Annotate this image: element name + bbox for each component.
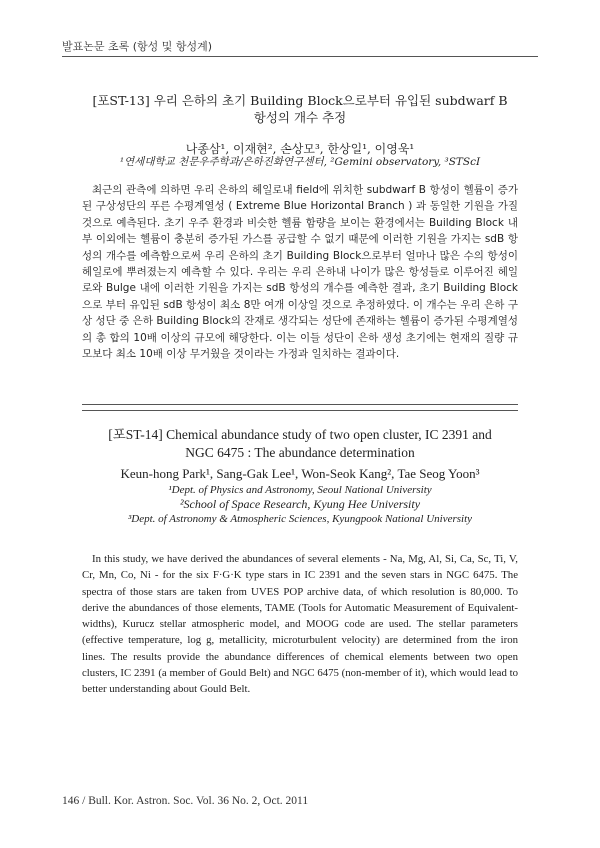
paper2-title-line2: NGC 6475 : The abundance determination — [185, 445, 415, 460]
running-header: 발표논문 초록 (항성 및 항성계) — [62, 40, 213, 53]
paper2-title — [82, 426, 518, 462]
paper2-affiliation-1: ¹Dept. of Physics and Astronomy, Seoul National University — [168, 484, 432, 496]
paper1-abstract-text: 최근의 관측에 의하면 우리 은하의 헤일로내 field에 위치한 subdwarf B 항성이 헬륨이 증가된 구상성단의 푸른 수평계열성 ( Extreme Blue Horizontal Branch ) 과 동일한 기원을 가질 것으로 예측된다. 초기 우주 환경과 비슷한 헬륨 함량을 보이는 환경에서는 Building Block 내부 이외에는 헬륨이 충분히 증가된 가스를 공급할 수 없기 때문에 이러한 기원을 가지는 sdB 항성의 개수를 예측함으로써 우리 은하의 초기 Building Block으로부터 얼마나 많은 수의 항성이 헤일로에 뿌려졌는지 예측할 수 있다. 우리는 우리 은하내 나이가 많은 항성들로 이루어진 헤일로와 Bulge 내에 이러한 기원을 가지는 sdB 항성의 개수를 예측한 결과, 초기 Building Block으로 부터 유입된 sdB 항성이 최소 8만 여개 이상일 것으로 추정하였다. 이 개수는 우리 은하 구상 성단 중 은하 Building Block의 잔재로 생각되는 성단에 존재하는 헬륨이 증가된 수평계열성의 총 합의 10배 이상의 규모에 해당한다. 이는 이들 성단이 은하 생성 초기에는 현재의 질량 규모보다 최소 10배 이상 무거웠을 것이라는 가정과 일치하는 결과이다. — [82, 184, 518, 361]
paper2-abstract-text: In this study, we have derived the abundances of several elements - Na, Mg, Al, Si, Ca, Sc, Ti, V, Cr, Mn, Co, Ni - for the six F·G·K type stars in IC 2391 and the seven stars in NGC 6475. The spectra of those stars are taken from UVES POP archive data, of which resolution is 80,000. To derive the abundances of those elements, TAME (Tools for Automatic Measurement of Equivalent-widths), Kurucz stellar atmospheric model, and MOOG code are used. The stellar parameters (effective temperature, log g, metallicity, microturbulent velocity) are determined from the iron lines. The results provide the abundance differences of chemical elements between two open clusters, IC 2391 (a member of Gould Belt) and NGC 6475 (non-member of it), which would lead to better understanding about Gould Belt. — [82, 553, 518, 696]
section-rule-top — [82, 404, 518, 405]
paper1-title-line1: [포ST-13] 우리 은하의 초기 Building Block으로부터 유입된 subdwarf B — [92, 93, 508, 108]
page-footer: 146 / Bull. Kor. Astron. Soc. Vol. 36 No. 2, Oct. 2011 — [62, 795, 309, 807]
paper1-title-line2: 항성의 개수 추정 — [253, 110, 347, 125]
paper2-affiliation-3: ³Dept. of Astronomy & Atmospheric Sciences, Kyungpook National University — [127, 513, 473, 525]
paper2-authors: Keun-hong Park¹, Sang-Gak Lee¹, Won-Seok Kang², Tae Seog Yoon³ — [120, 466, 480, 481]
paper2-title-line1: [포ST-14] Chemical abundance study of two open cluster, IC 2391 and — [108, 427, 492, 442]
header-rule — [62, 56, 538, 57]
paper2-affiliation-2: ²School of Space Research, Kyung Hee University — [179, 497, 421, 511]
paper1-affiliations: ¹연세대학교 천문우주학과/은하진화연구센터, ²Gemini observatory, ³STScI — [119, 156, 481, 168]
paper1-abstract — [82, 182, 518, 362]
section-rule-bottom — [82, 410, 518, 411]
paper1-title — [82, 92, 518, 126]
paper1-authors: 나종삼¹, 이재현², 손상모³, 한상일¹, 이영욱¹ — [185, 142, 415, 156]
paper2-abstract — [82, 551, 518, 698]
